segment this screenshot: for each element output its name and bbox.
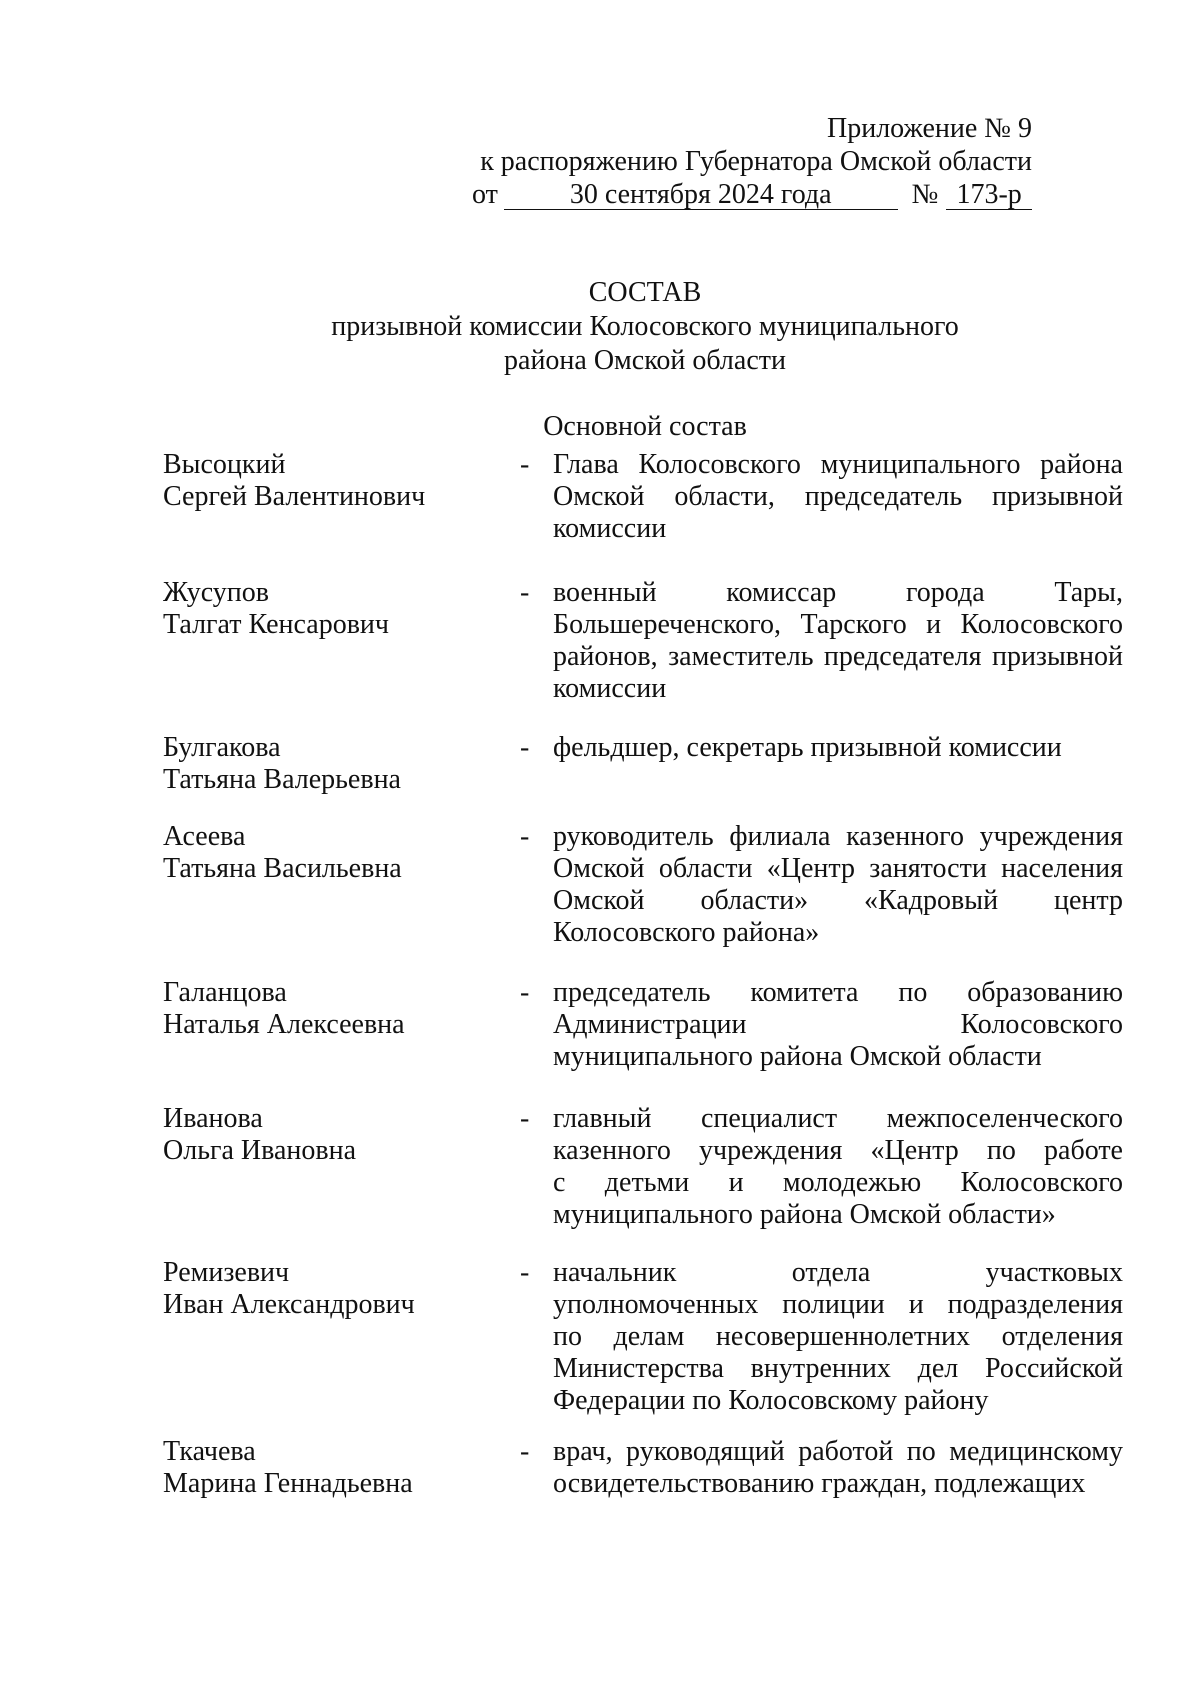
annex-no-label: № bbox=[911, 179, 939, 210]
member-role-line: Омской области» «Кадровый центр bbox=[553, 885, 1123, 916]
member-dash: - bbox=[520, 732, 530, 763]
member-role-line: главный специалист межпоселенческого bbox=[553, 1103, 1123, 1134]
member-dash: - bbox=[520, 821, 530, 852]
member-surname: Ремизевич bbox=[163, 1257, 290, 1288]
member-role-line: казенного учреждения «Центр по работе bbox=[553, 1135, 1123, 1166]
member-given-names: Татьяна Васильевна bbox=[163, 853, 402, 884]
title-line-2: призывной комиссии Колосовского муниципального bbox=[331, 311, 959, 342]
annex-date: 30 сентября 2024 года bbox=[504, 181, 898, 210]
member-role bbox=[553, 1257, 1123, 1417]
member-given-names: Наталья Алексеевна bbox=[163, 1009, 405, 1040]
member-name bbox=[163, 732, 523, 796]
document-title bbox=[0, 276, 1200, 378]
member-role-line: фельдшер, секретарь призывной комиссии bbox=[553, 732, 1062, 763]
member-given-names: Марина Геннадьевна bbox=[163, 1468, 413, 1499]
member-role bbox=[553, 821, 1123, 949]
member-role-line: Омской области, председатель призывной bbox=[553, 481, 1123, 512]
member-role-line: Большереченского, Тарского и Колосовского bbox=[553, 609, 1123, 640]
member-role-line: Глава Колосовского муниципального района bbox=[553, 449, 1123, 480]
member-dash: - bbox=[520, 1257, 530, 1288]
annex-order-number: 173-р bbox=[946, 181, 1032, 210]
member-name bbox=[163, 1257, 523, 1321]
member-dash: - bbox=[520, 977, 530, 1008]
annex-number: Приложение № 9 bbox=[827, 113, 1032, 144]
member-role-line: Администрации Колосовского bbox=[553, 1009, 1123, 1040]
member-role-line: районов, заместитель председателя призывной bbox=[553, 641, 1123, 672]
member-role bbox=[553, 449, 1123, 545]
member-name bbox=[163, 821, 523, 885]
member-dash: - bbox=[520, 577, 530, 608]
annex-date-line bbox=[472, 178, 1032, 211]
member-given-names: Иван Александрович bbox=[163, 1289, 415, 1320]
member-role-line: с детьми и молодежью Колосовского bbox=[553, 1167, 1123, 1198]
member-surname: Жусупов bbox=[163, 577, 269, 608]
member-given-names: Татьяна Валерьевна bbox=[163, 764, 401, 795]
member-role bbox=[553, 732, 1123, 764]
member-given-names: Талгат Кенсарович bbox=[163, 609, 389, 640]
member-role-line: Министерства внутренних дел Российской bbox=[553, 1353, 1123, 1384]
member-surname: Асеева bbox=[163, 821, 246, 852]
member-name bbox=[163, 1103, 523, 1167]
member-role bbox=[553, 1436, 1123, 1500]
annex-ot-label: от bbox=[472, 179, 498, 210]
member-given-names: Ольга Ивановна bbox=[163, 1135, 356, 1166]
member-role-line: начальник отдела участковых bbox=[553, 1257, 1123, 1288]
member-role-line: муниципального района Омской области bbox=[553, 1041, 1042, 1072]
member-role-line: освидетельствованию граждан, подлежащих bbox=[553, 1468, 1086, 1499]
member-role-line: врач, руководящий работой по медицинскому bbox=[553, 1436, 1123, 1467]
member-role-line: руководитель филиала казенного учреждения bbox=[553, 821, 1123, 852]
member-surname: Булгакова bbox=[163, 732, 281, 763]
member-role-line: Федерации по Колосовскому району bbox=[553, 1385, 989, 1416]
member-role bbox=[553, 977, 1123, 1073]
annex-header bbox=[472, 112, 1032, 211]
annex-order-reference: к распоряжению Губернатора Омской области bbox=[480, 146, 1032, 177]
title-line-3: района Омской области bbox=[504, 345, 786, 376]
member-surname: Галанцова bbox=[163, 977, 287, 1008]
member-role-line: комиссии bbox=[553, 513, 667, 544]
member-name bbox=[163, 1436, 523, 1500]
member-role-line: по делам несовершеннолетних отделения bbox=[553, 1321, 1123, 1352]
member-role-line: Омской области «Центр занятости населения bbox=[553, 853, 1123, 884]
member-role-line: военный комиссар города Тары, bbox=[553, 577, 1123, 608]
member-role bbox=[553, 1103, 1123, 1231]
member-role bbox=[553, 577, 1123, 705]
member-given-names: Сергей Валентинович bbox=[163, 481, 426, 512]
member-dash: - bbox=[520, 1103, 530, 1134]
member-role-line: муниципального района Омской области» bbox=[553, 1199, 1056, 1230]
section-subheading: Основной состав bbox=[543, 411, 747, 442]
member-role-line: председатель комитета по образованию bbox=[553, 977, 1123, 1008]
member-role-line: уполномоченных полиции и подразделения bbox=[553, 1289, 1123, 1320]
member-surname: Иванова bbox=[163, 1103, 263, 1134]
member-role-line: Колосовского района» bbox=[553, 917, 820, 948]
member-name bbox=[163, 977, 523, 1041]
member-dash: - bbox=[520, 449, 530, 480]
member-surname: Ткачева bbox=[163, 1436, 256, 1467]
member-dash: - bbox=[520, 1436, 530, 1467]
member-name bbox=[163, 449, 523, 513]
member-name bbox=[163, 577, 523, 641]
member-surname: Высоцкий bbox=[163, 449, 286, 480]
member-role-line: комиссии bbox=[553, 673, 667, 704]
title-line-1: СОСТАВ bbox=[588, 277, 702, 308]
